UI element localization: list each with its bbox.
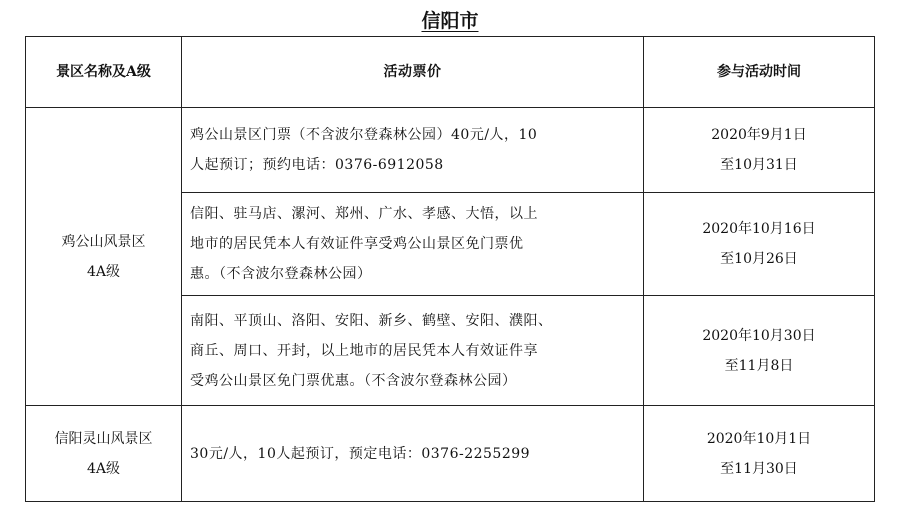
- table-row: [26, 108, 875, 193]
- activity-time-cell: [644, 192, 875, 296]
- time-end: 至10月26日: [720, 251, 798, 268]
- ticket-price-cell: [182, 406, 644, 502]
- time-start: 2020年10月30日: [702, 327, 816, 344]
- time-end: 至10月31日: [720, 156, 798, 173]
- ticket-text: 南阳、平顶山、洛阳、安阳、新乡、鹤壁、安阳、濮阳、: [190, 312, 553, 329]
- scenic-ticket-table: [25, 36, 875, 502]
- time-start: 2020年9月1日: [711, 126, 807, 143]
- time-end: 至11月30日: [720, 460, 798, 477]
- header-activity-time: 参与活动时间: [644, 37, 875, 108]
- ticket-text: 人起预订；预约电话：0376-6912058: [190, 156, 444, 173]
- ticket-price-cell: [182, 108, 644, 193]
- ticket-text: 商丘、周口、开封，以上地市的居民凭本人有效证件享: [190, 342, 538, 359]
- time-end: 至11月8日: [724, 357, 794, 374]
- scenic-name-cell: [26, 108, 182, 406]
- page-title: [0, 6, 900, 33]
- scenic-level: 4A级: [86, 263, 121, 280]
- activity-time-cell: [644, 406, 875, 502]
- ticket-text: 30元/人，10人起预订，预定电话：0376-2255299: [190, 445, 531, 462]
- time-start: 2020年10月16日: [702, 221, 816, 238]
- scenic-name: 信阳灵山风景区: [54, 430, 153, 447]
- ticket-text: 地市的居民凭本人有效证件享受鸡公山景区免门票优: [190, 236, 524, 253]
- ticket-text: 信阳、驻马店、漯河、郑州、广水、孝感、大悟，以上: [190, 206, 538, 223]
- header-ticket-price: 活动票价: [182, 37, 644, 108]
- ticket-price-cell: [182, 192, 644, 296]
- scenic-name: 鸡公山风景区: [61, 233, 146, 250]
- scenic-name-cell: [26, 406, 182, 502]
- ticket-text: 受鸡公山景区免门票优惠。（不含波尔登森林公园）: [190, 372, 517, 389]
- scenic-level: 4A级: [86, 460, 121, 477]
- time-start: 2020年10月1日: [706, 430, 812, 447]
- table-row: [26, 406, 875, 502]
- header-scenic-name: 景区名称及A级: [26, 37, 182, 108]
- ticket-text: 惠。（不含波尔登森林公园）: [190, 266, 372, 283]
- city-title: 信阳市: [421, 10, 479, 32]
- table-header-row: [26, 37, 875, 108]
- activity-time-cell: [644, 296, 875, 406]
- ticket-price-cell: [182, 296, 644, 406]
- ticket-text: 鸡公山景区门票（不含波尔登森林公园）40元/人，10: [190, 126, 538, 143]
- activity-time-cell: [644, 108, 875, 193]
